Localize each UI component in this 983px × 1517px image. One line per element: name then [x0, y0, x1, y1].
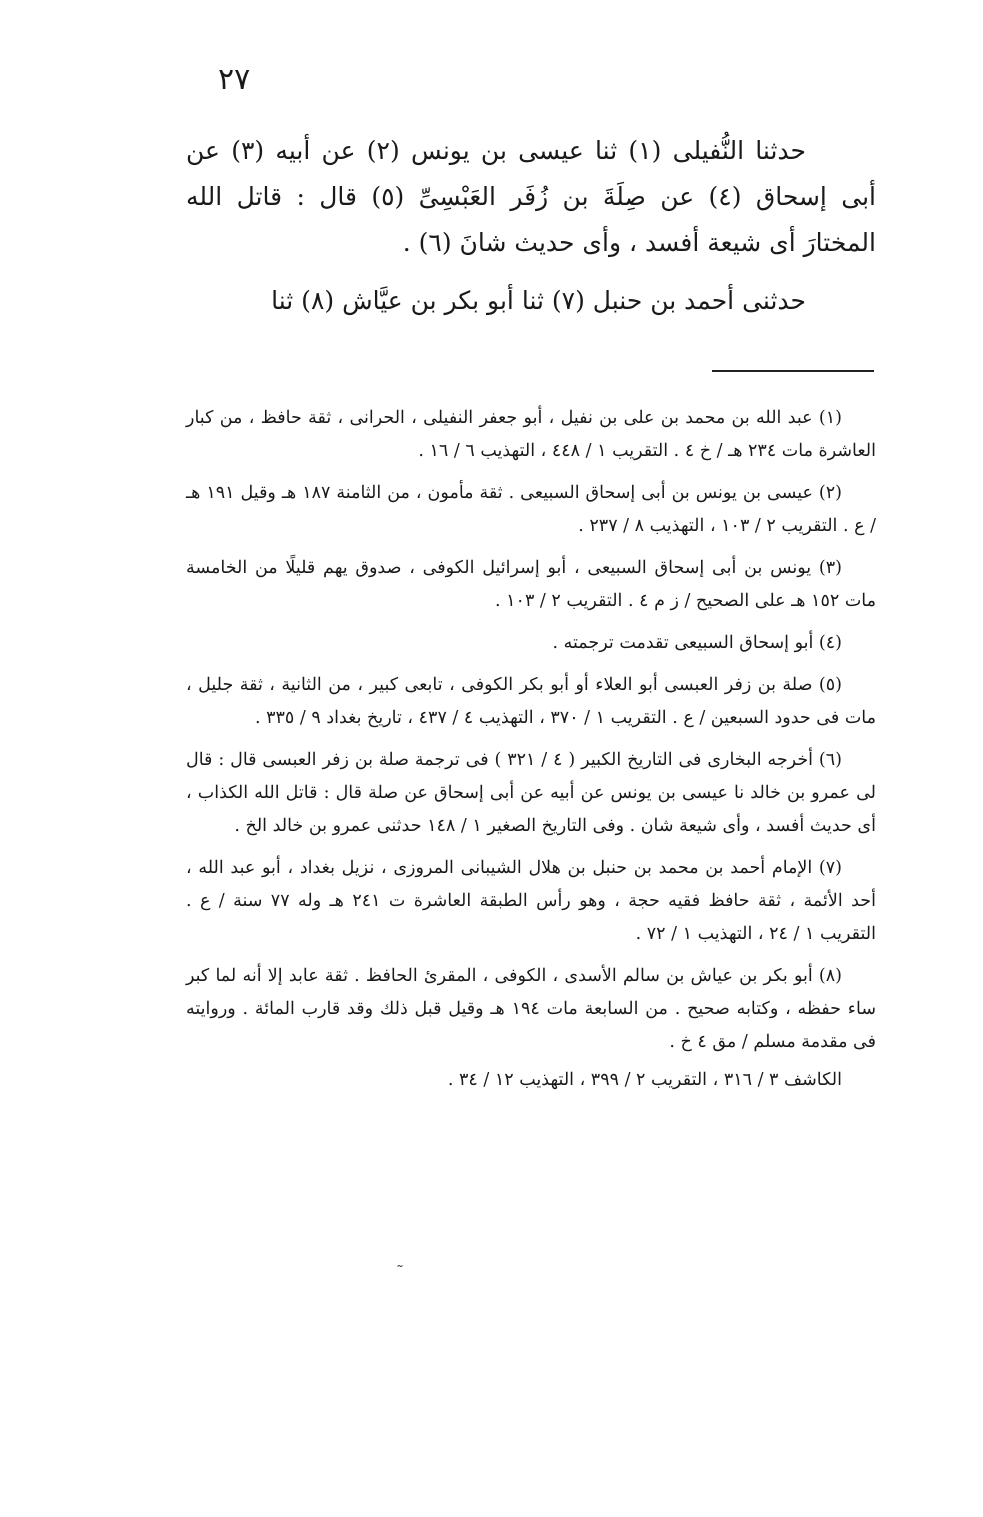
- page-number: ٢٧: [218, 62, 251, 97]
- footnote-2: (٢) عيسى بن يونس بن أبى إسحاق السبيعى . ثقة مأمون ، من الثامنة ١٨٧ هـ وقيل ١٩١ هـ / ع . التقريب ٢ / ١٠٣ ، التهذيب ٨ / ٢٣٧ .: [186, 483, 876, 536]
- footnote-7: (٧) الإمام أحمد بن محمد بن حنبل بن هلال الشيبانى المروزى ، نزيل بغداد ، أبو عبد الله ، أحد الأئمة ، ثقة حافظ فقيه حجة ، وهو رأس الطبقة العاشرة ت ٢٤١ هـ وله ٧٧ سنة / ع . التقريب ١ / ٢٤ ، التهذيب ١ / ٧٢ .: [186, 858, 876, 944]
- main-text: [186, 128, 876, 324]
- footnote-8-continuation: الكاشف ٣ / ٣١٦ ، التقريب ٢ / ٣٩٩ ، التهذيب ١٢ / ٣٤ .: [447, 1070, 842, 1090]
- footnote-4: (٤) أبو إسحاق السبيعى تقدمت ترجمته .: [552, 633, 842, 653]
- footnote-6: (٦) أخرجه البخارى فى التاريخ الكبير ( ٤ / ٣٢١ ) فى ترجمة صلة بن زفر العبسى قال : قال لى عمرو بن خالد نا عيسى بن يونس عن أبيه عن أبى إسحاق عن صلة قال : قاتل الله الكذاب ، أى حديث أفسد ، وأى شيعة شان . وفى التاريخ الصغير ١ / ١٤٨ حدثنى عمرو بن خالد الخ .: [186, 750, 876, 836]
- footnote-divider: [712, 370, 874, 372]
- footnotes: [186, 402, 876, 1106]
- footnote-3: (٣) يونس بن أبى إسحاق السبيعى ، أبو إسرائيل الكوفى ، صدوق يهم قليلًا من الخامسة مات ١٥٢ هـ على الصحيح / ز م ٤ . التقريب ٢ / ١٠٣ .: [186, 558, 876, 611]
- footnote-1: (١) عبد الله بن محمد بن على بن نفيل ، أبو جعفر النفيلى ، الحرانى ، ثقة حافظ ، من كبار العاشرة مات ٢٣٤ هـ / خ ٤ . التقريب ١ / ٤٤٨ ، التهذيب ٦ / ١٦ .: [186, 408, 876, 461]
- footnote-8: (٨) أبو بكر بن عياش بن سالم الأسدى ، الكوفى ، المقرئ الحافظ . ثقة عابد إلا أنه لما كبر ساء حفظه ، وكتابه صحيح . من السابعة مات ١٩٤ هـ وقيل قبل ذلك وقد قارب المائة . وروايته فى مقدمة مسلم / مق ٤ خ .: [186, 966, 876, 1052]
- main-paragraph: حدثنا النُّفيلى (١) ثنا عيسى بن يونس (٢) عن أبيه (٣) عن أبى إسحاق (٤) عن صِلَةَ بن زُفَر العَبْسِىِّ (٥) قال : قاتل الله المختارَ أى شيعة أفسد ، وأى حديث شانَ (٦) .: [186, 136, 876, 257]
- scan-mark: ˜: [396, 1262, 404, 1281]
- main-paragraph: حدثنى أحمد بن حنبل (٧) ثنا أبو بكر بن عيَّاش (٨) ثنا: [271, 286, 806, 315]
- footnote-5: (٥) صلة بن زفر العبسى أبو العلاء أو أبو بكر الكوفى ، تابعى كبير ، من الثانية ، ثقة جليل ، مات فى حدود السبعين / ع . التقريب ١ / ٣٧٠ ، التهذيب ٤ / ٤٣٧ ، تاريخ بغداد ٩ / ٣٣٥ .: [186, 675, 876, 728]
